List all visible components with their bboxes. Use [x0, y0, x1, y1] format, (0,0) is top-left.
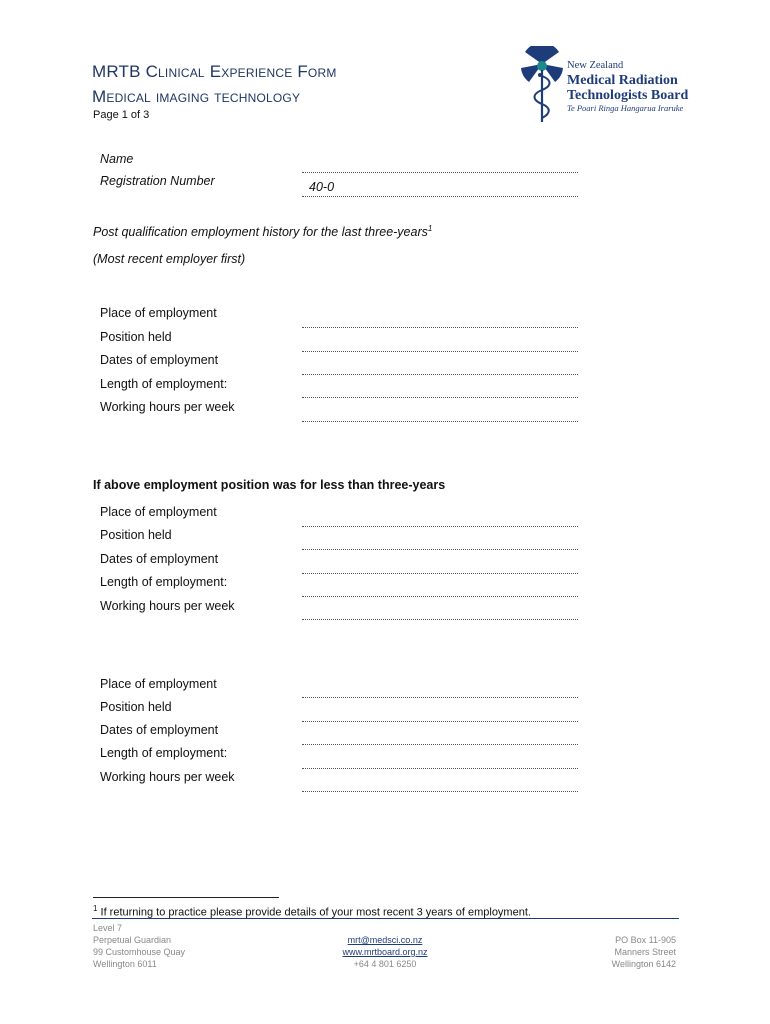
position-label: Position held: [100, 528, 172, 542]
name-label: Name: [100, 152, 134, 166]
registration-label: Registration Number: [100, 174, 215, 188]
length-field[interactable]: [302, 596, 578, 597]
secondary-heading: If above employment position was for less than three-years: [93, 478, 446, 492]
logo-line-3: Technologists Board: [567, 88, 689, 103]
place-field[interactable]: [302, 327, 578, 328]
email-link[interactable]: mrt@medsci.co.nz: [347, 935, 423, 945]
length-field[interactable]: [302, 397, 578, 398]
form-subtitle: Medical imaging technology: [92, 87, 301, 106]
name-field[interactable]: [302, 172, 578, 173]
logo-line-2: Medical Radiation: [567, 73, 678, 88]
place-label: Place of employment: [100, 677, 217, 691]
length-label: Length of employment:: [100, 575, 228, 589]
hours-label: Working hours per week: [100, 400, 235, 414]
history-intro: Post qualification employment history for the last three-years$^1$: [93, 224, 433, 240]
hours-field[interactable]: [302, 619, 578, 620]
footer-address: Level 7 Perpetual Guardian 99 Customhouse Quay Wellington 6011: [93, 923, 186, 969]
position-label: Position held: [100, 330, 172, 344]
footnote-rule: [93, 897, 279, 898]
hours-field[interactable]: [302, 791, 578, 792]
position-field[interactable]: [302, 351, 578, 352]
history-subintro: (Most recent employer first): [93, 252, 246, 266]
place-label: Place of employment: [100, 505, 217, 519]
footer-divider: [92, 918, 679, 919]
length-field[interactable]: [302, 768, 578, 769]
dates-label: Dates of employment: [100, 353, 219, 367]
place-field[interactable]: [302, 697, 578, 698]
hours-label: Working hours per week: [100, 770, 235, 784]
position-field[interactable]: [302, 549, 578, 550]
caduceus-logo-icon: [519, 46, 565, 124]
footer-contact: [300, 934, 470, 970]
page-number: Page 1 of 3: [93, 109, 150, 121]
place-field[interactable]: [302, 526, 578, 527]
form-title: MRTB Clinical Experience Form: [92, 62, 337, 81]
hours-field[interactable]: [302, 421, 578, 422]
registration-value: 40-0: [309, 180, 335, 194]
length-label: Length of employment:: [100, 377, 228, 391]
place-label: Place of employment: [100, 306, 217, 320]
website-link[interactable]: www.mrtboard.org.nz: [342, 947, 428, 957]
logo-maori-name: Te Poari Ringa Hangarua Iraruke: [567, 103, 684, 113]
position-field[interactable]: [302, 721, 578, 722]
dates-field[interactable]: [302, 573, 578, 574]
dates-field[interactable]: [302, 744, 578, 745]
footnote: $^1$ If returning to practice please provide details of your most recent 3 years of employment.: [93, 904, 531, 919]
phone-number: +64 4 801 6250: [353, 959, 417, 969]
dates-label: Dates of employment: [100, 723, 219, 737]
footer-postal: PO Box 11-905 Manners Street Wellington 6142: [611, 935, 676, 969]
position-label: Position held: [100, 700, 172, 714]
length-label: Length of employment:: [100, 746, 228, 760]
dates-label: Dates of employment: [100, 552, 219, 566]
hours-label: Working hours per week: [100, 599, 235, 613]
logo-country: New Zealand: [567, 60, 624, 71]
registration-field[interactable]: [302, 196, 578, 197]
dates-field[interactable]: [302, 374, 578, 375]
